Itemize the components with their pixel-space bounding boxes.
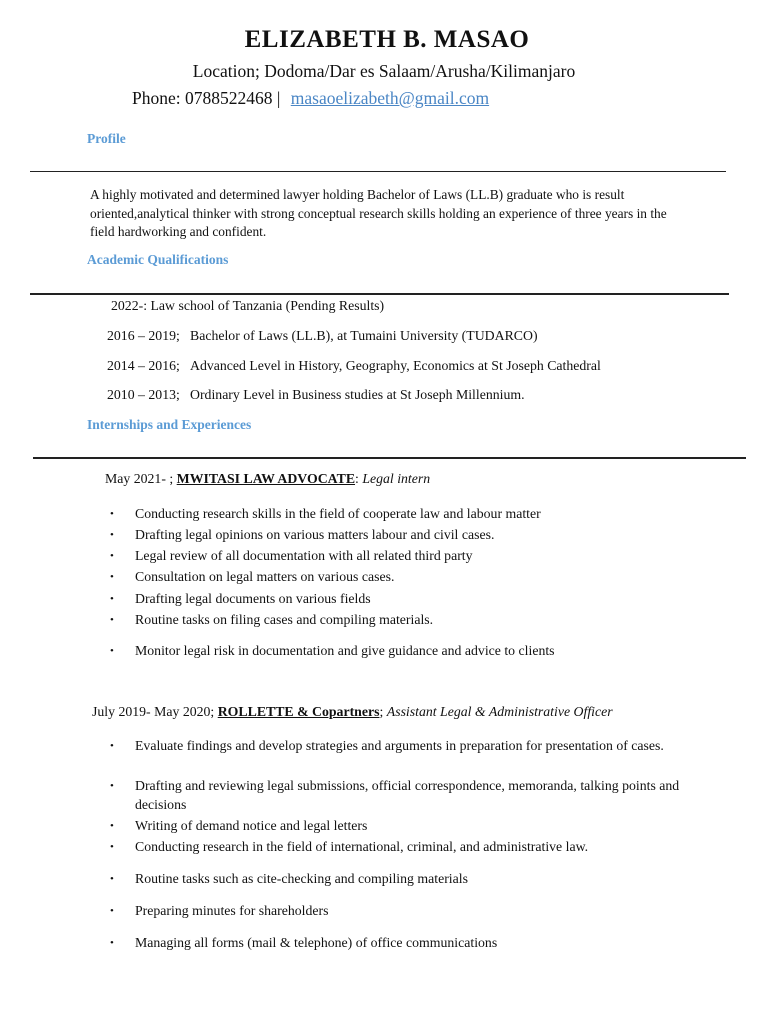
bullet-icon: • [110,820,114,832]
bullet-icon: • [110,550,114,562]
list-item [110,611,700,630]
job-organization: ROLLETTE & Copartners [217,704,380,719]
job-period: May 2021- ; [105,471,174,486]
list-item [110,934,700,953]
bullet-icon: • [110,593,114,605]
bullet-icon: • [110,905,114,917]
list-item-text: Conducting research in the field of international, criminal, and administrative law. [135,839,589,854]
list-item-text: Evaluate findings and develop strategies and arguments in preparation for presentation of cases. [135,738,664,753]
list-item [110,547,700,566]
profile-paragraph: A highly motivated and determined lawyer holding Bachelor of Laws (LL.B) graduate who is result oriented,analytical thinker with strong conceptual research skills holding an experience of three years in the field hardworking and confident. [90,187,667,239]
list-item [110,568,700,587]
job-separator: : [355,471,359,486]
list-item [110,817,700,836]
qualification-years: 2014 – 2016; [107,358,180,373]
list-item-text: Drafting legal documents on various fields [135,591,371,606]
job-period: July 2019- May 2020; [92,704,215,719]
job-role: Legal intern [362,471,431,486]
bullet-icon: • [110,529,114,541]
email-link[interactable]: masaoelizabeth@gmail.com [290,88,490,108]
list-item [110,838,700,857]
bullet-icon: • [110,645,114,657]
phone-text: Phone: 0788522468 | [132,88,281,108]
divider-experience [33,457,746,459]
list-item-text: Preparing minutes for shareholders [135,903,329,918]
bullet-icon: • [110,780,114,792]
bullet-icon: • [110,740,114,752]
list-item [110,902,700,921]
list-item-text: Consultation on legal matters on various cases. [135,569,395,584]
divider-academic [30,293,729,295]
resume-name: ELIZABETH B. MASAO [244,26,530,53]
list-item-text: Drafting legal opinions on various matters labour and civil cases. [135,527,495,542]
list-item-text: Monitor legal risk in documentation and give guidance and advice to clients [135,643,555,658]
list-item [110,526,700,545]
list-item-text: Drafting and reviewing legal submissions, official correspondence, memoranda, talking points and decisions [135,778,680,812]
list-item [110,590,700,609]
section-title-academic: Academic Qualifications [87,252,229,267]
list-item-text: Conducting research skills in the field of cooperate law and labour matter [135,506,541,521]
divider-profile [30,171,726,172]
section-title-profile: Profile [87,131,126,146]
qualification-item [107,328,538,344]
job-header [92,704,613,720]
list-item [110,777,700,814]
list-item [110,642,700,661]
list-item [110,737,700,756]
bullet-icon: • [110,937,114,949]
qualification-item [111,298,384,314]
qualification-text: Law school of Tanzania (Pending Results) [150,298,385,313]
qualification-text: Ordinary Level in Business studies at St Joseph Millennium. [190,387,525,402]
list-item-text: Legal review of all documentation with all related third party [135,548,473,563]
qualification-text: Advanced Level in History, Geography, Economics at St Joseph Cathedral [190,358,601,373]
job-organization: MWITASI LAW ADVOCATE [176,471,356,486]
list-item-text: Routine tasks on filing cases and compiling materials. [135,612,434,627]
qualification-item [107,358,601,374]
list-item [110,870,700,889]
bullet-icon: • [110,873,114,885]
section-title-experience: Internships and Experiences [87,417,252,432]
qualification-item [107,387,525,403]
list-item-text: Writing of demand notice and legal letters [135,818,368,833]
qualification-years: 2016 – 2019; [107,328,180,343]
job-header [105,471,430,487]
bullet-icon: • [110,571,114,583]
qualification-years: 2022-: [111,298,148,313]
bullet-icon: • [110,614,114,626]
location-line: Location; Dodoma/Dar es Salaam/Arusha/Kilimanjaro [192,61,576,81]
bullet-icon: • [110,841,114,853]
bullet-icon: • [110,508,114,520]
list-item-text: Routine tasks such as cite-checking and compiling materials [135,871,468,886]
list-item [110,505,700,524]
qualification-years: 2010 – 2013; [107,387,180,402]
qualification-text: Bachelor of Laws (LL.B), at Tumaini University (TUDARCO) [190,328,538,343]
job-role: Assistant Legal & Administrative Officer [386,704,613,719]
contact-line [132,88,489,109]
list-item-text: Managing all forms (mail & telephone) of office communications [135,935,498,950]
job-separator: ; [379,704,384,719]
